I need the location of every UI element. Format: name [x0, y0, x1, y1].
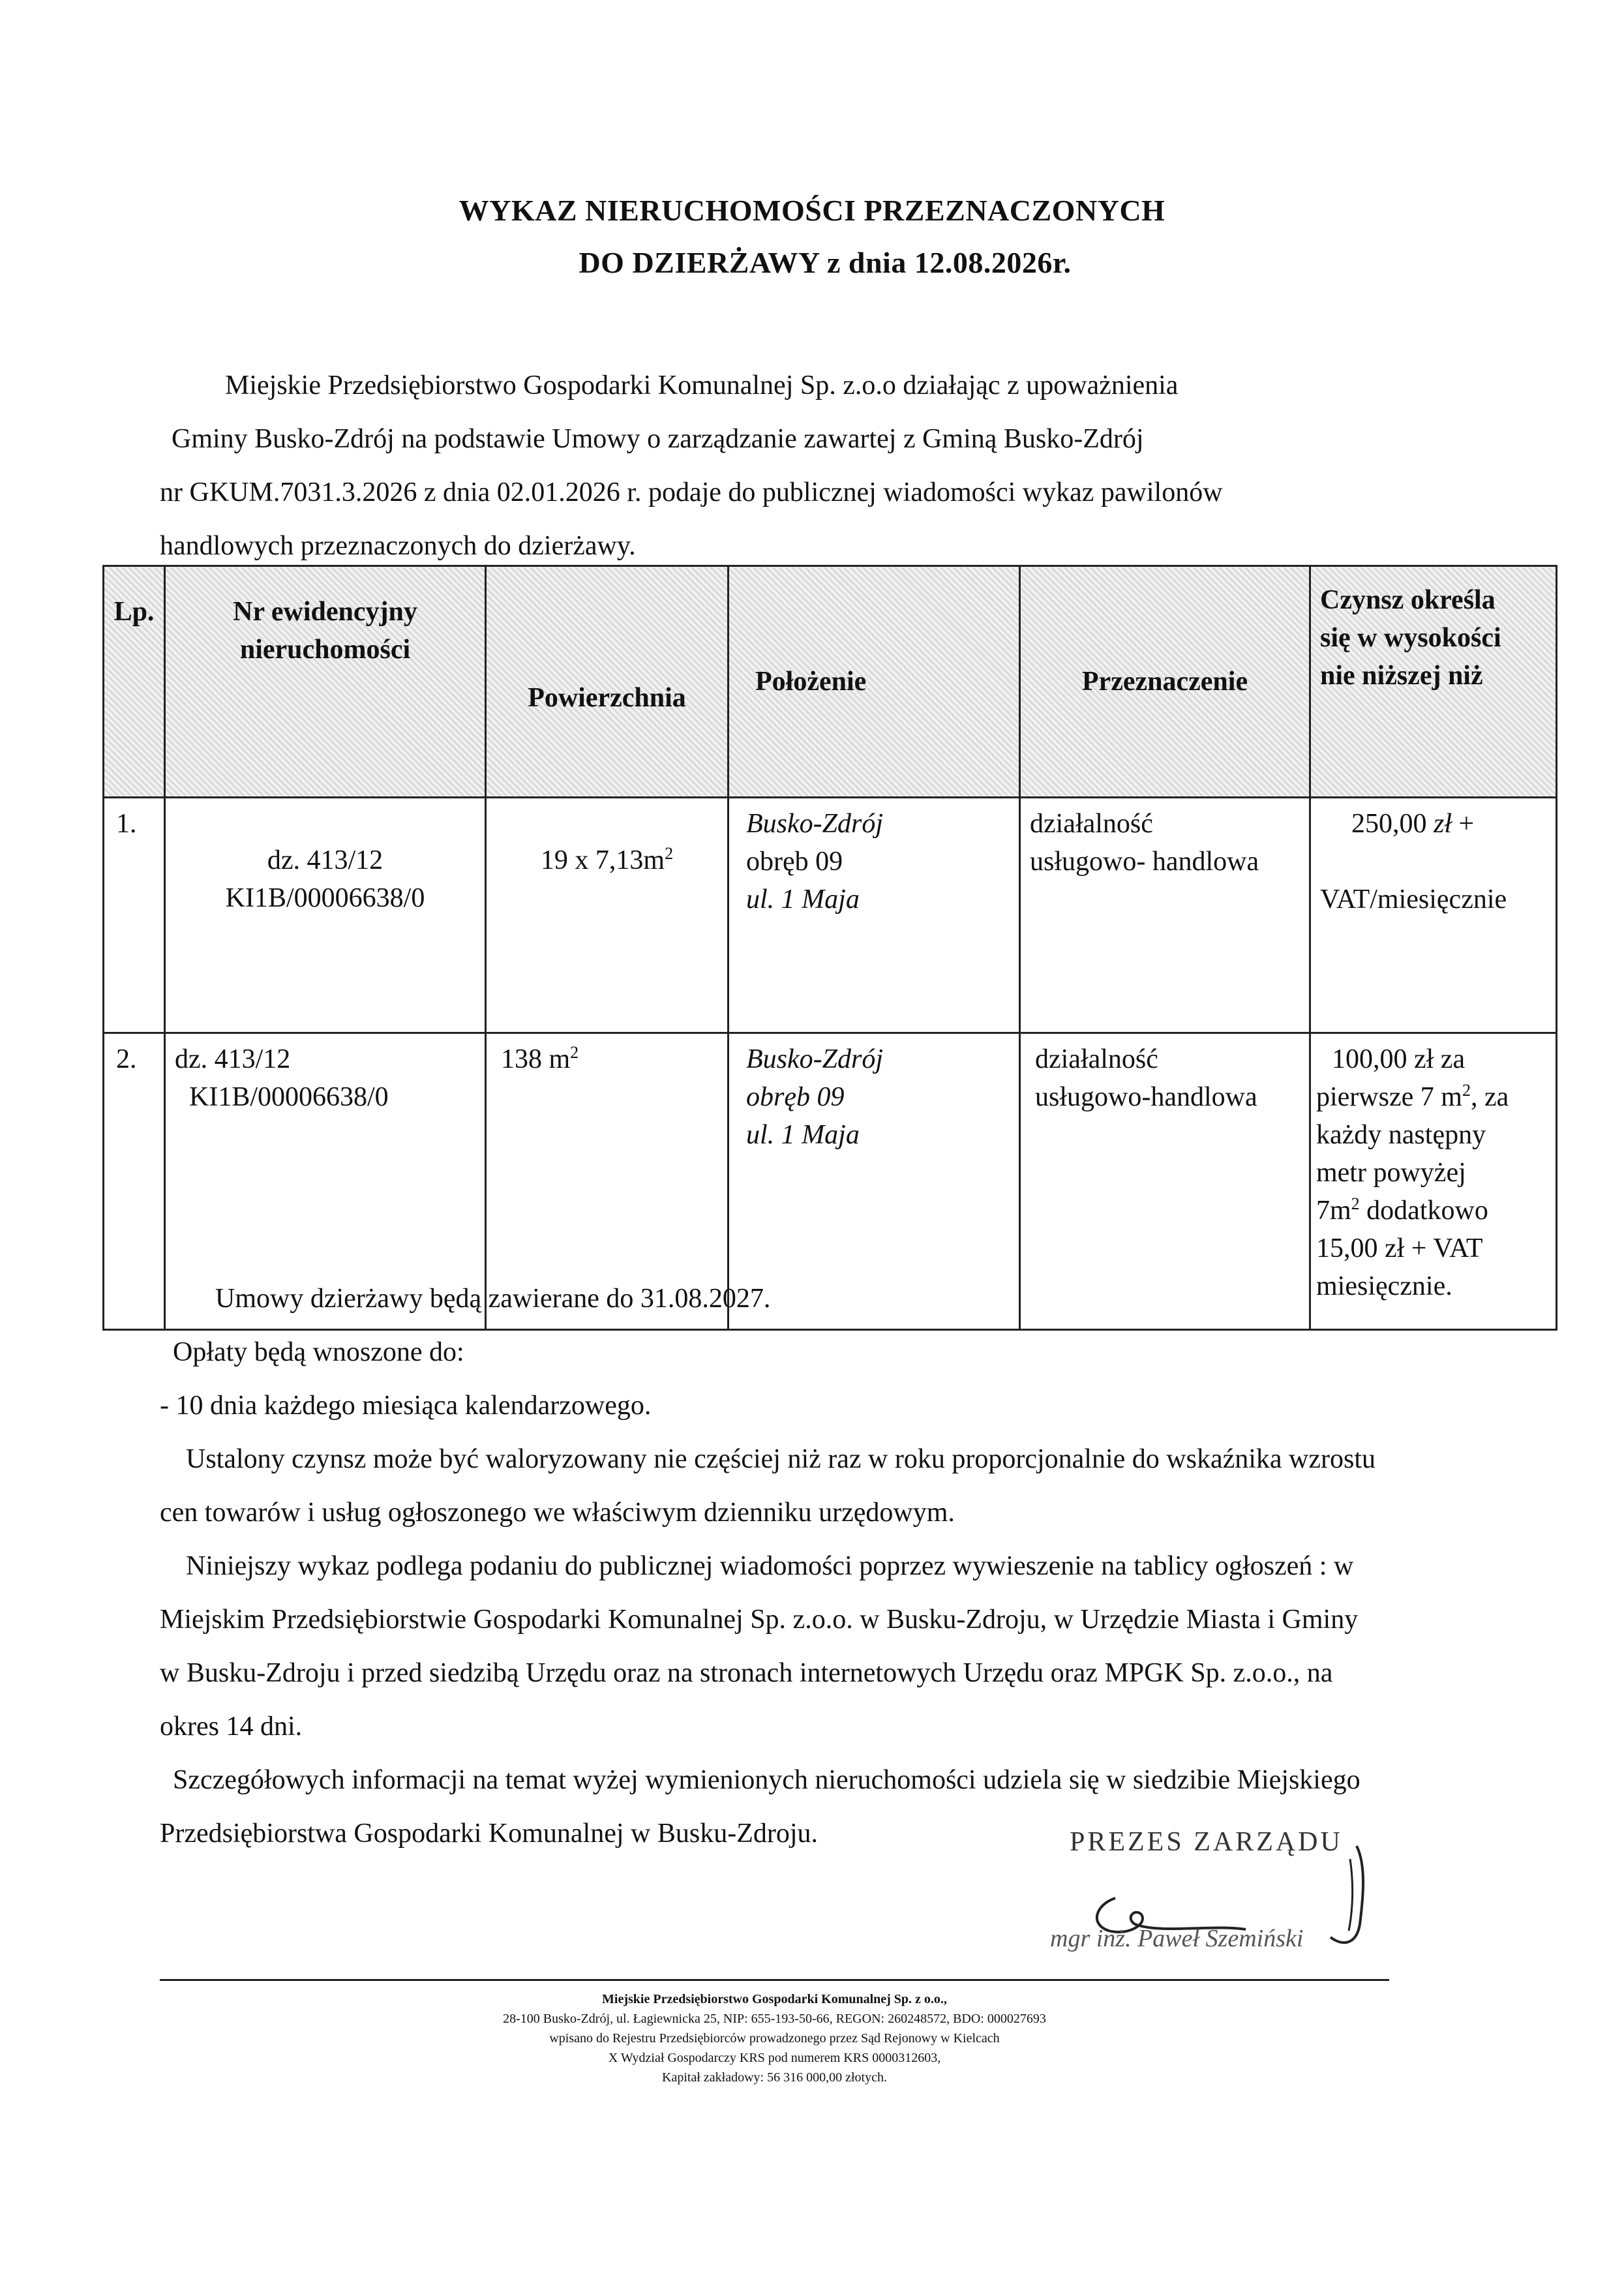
- cell-lp: 2.: [104, 1033, 165, 1330]
- table-row: [104, 798, 1557, 1033]
- handwritten-signature: [1070, 1826, 1409, 1983]
- paragraph-umowy: Umowy dzierżawy będą zawierane do 31.08.2027.: [215, 1284, 771, 1314]
- header-polozenie: Położenie: [729, 566, 1020, 798]
- paragraph-czynsz: Ustalony czynsz może być waloryzowany nie częściej niż raz w roku proporcjonalnie do wskaźnika wzrostu: [186, 1444, 1376, 1474]
- cell-polozenie: Busko-Zdrój obręb 09 ul. 1 Maja: [729, 1033, 1020, 1330]
- cell-czynsz: 250,00 zł + VAT/miesięcznie: [1310, 798, 1557, 1033]
- header-czynsz: Czynsz określa się w wysokości nie niższej niż: [1310, 566, 1557, 798]
- stamp-title: PREZES ZARZĄDU: [1070, 1827, 1343, 1857]
- footer-krs: X Wydział Gospodarczy KRS pod numerem KRS 0000312603,: [608, 2051, 941, 2065]
- footer-divider: [160, 1979, 1389, 1981]
- intro-paragraph: [160, 359, 1399, 573]
- paragraph-wykaz: w Busku-Zdroju i przed siedzibą Urzędu oraz na stronach internetowych Urzędu oraz MPGK Sp. z.o.o., na: [160, 1658, 1333, 1688]
- stamp-name: mgr inż. Paweł Szemiński: [1050, 1925, 1304, 1952]
- footer-registry: wpisano do Rejestru Przedsiębiorców prowadzonego przez Sąd Rejonowy w Kielcach: [549, 2031, 1000, 2046]
- document-title-line2: DO DZIERŻAWY z dnia 12.08.2026r.: [579, 246, 1072, 279]
- paragraph-termin: - 10 dnia każdego miesiąca kalendarzowego.: [160, 1391, 652, 1421]
- paragraph-wykaz: okres 14 dni.: [160, 1712, 303, 1742]
- property-table: [102, 565, 1557, 1331]
- header-powierzchnia: Powierzchnia: [486, 566, 729, 798]
- intro-line: Gminy Busko-Zdrój na podstawie Umowy o zarządzanie zawartej z Gminą Busko-Zdrój: [172, 424, 1144, 454]
- company-footer: [160, 1989, 1389, 2087]
- cell-nr-ewidencyjny: dz. 413/12 KI1B/00006638/0: [165, 1033, 486, 1330]
- cell-powierzchnia: 19 x $7,13m^2$: [486, 798, 729, 1033]
- header-lp: Lp.: [104, 566, 165, 798]
- cell-czynsz: 100,00 zł za pierwsze 7 $m^2$, za każdy następny metr powyżej $7m^2$ dodatkowo 15,00 zł + VAT miesięcznie.: [1310, 1033, 1557, 1330]
- cell-nr-ewidencyjny: dz. 413/12 KI1B/00006638/0: [165, 798, 486, 1033]
- footer-capital: Kapitał zakładowy: 56 316 000,00 złotych.: [662, 2070, 887, 2085]
- footer-address: 28-100 Busko-Zdrój, ul. Łagiewnicka 25, NIP: 655-193-50-66, REGON: 260248572, BDO: 000027693: [503, 2012, 1046, 2026]
- paragraph-informacje: Szczegółowych informacji na temat wyżej wymienionych nieruchomości udziela się w siedzibie Miejskiego: [173, 1765, 1361, 1795]
- footer-company-name: Miejskie Przedsiębiorstwo Gospodarki Komunalnej Sp. z o.o.,: [602, 1992, 947, 2006]
- intro-line: nr GKUM.7031.3.2026 z dnia 02.01.2026 r. podaje do publicznej wiadomości wykaz pawilonów: [160, 477, 1223, 507]
- paragraph-informacje: Przedsiębiorstwa Gospodarki Komunalnej w Busku-Zdroju.: [160, 1819, 819, 1849]
- table-header-row: [104, 566, 1557, 798]
- cell-przeznaczenie: działalność usługowo- handlowa: [1020, 798, 1310, 1033]
- cell-polozenie: Busko-Zdrój obręb 09 ul. 1 Maja: [729, 798, 1020, 1033]
- intro-line: handlowych przeznaczonych do dzierżawy.: [160, 531, 636, 561]
- body-text: [160, 1272, 1497, 1860]
- header-przeznaczenie: Przeznaczenie: [1020, 566, 1310, 798]
- paragraph-czynsz: cen towarów i usług ogłoszonego we właściwym dzienniku urzędowym.: [160, 1498, 955, 1528]
- paragraph-wykaz: Miejskim Przedsiębiorstwie Gospodarki Komunalnej Sp. z.o.o. w Busku-Zdroju, w Urzędzie Miasta i Gminy: [160, 1605, 1359, 1635]
- document-title-line1: WYKAZ NIERUCHOMOŚCI PRZEZNACZONYCH: [459, 194, 1165, 227]
- header-nr-ewidencyjny: Nr ewidencyjny nieruchomości: [165, 566, 486, 798]
- paragraph-wykaz: Niniejszy wykaz podlega podaniu do publicznej wiadomości poprzez wywieszenie na tablicy ogłoszeń : w: [186, 1551, 1354, 1581]
- intro-line: Miejskie Przedsiębiorstwo Gospodarki Komunalnej Sp. z.o.o działając z upoważnienia: [225, 370, 1179, 400]
- signature-stamp: [1050, 1826, 1409, 1996]
- cell-powierzchnia: 138 $m^2$: [486, 1033, 729, 1330]
- cell-lp: 1.: [104, 798, 165, 1033]
- cell-przeznaczenie: działalność usługowo-handlowa: [1020, 1033, 1310, 1330]
- paragraph-oplaty: Opłaty będą wnoszone do:: [173, 1337, 464, 1367]
